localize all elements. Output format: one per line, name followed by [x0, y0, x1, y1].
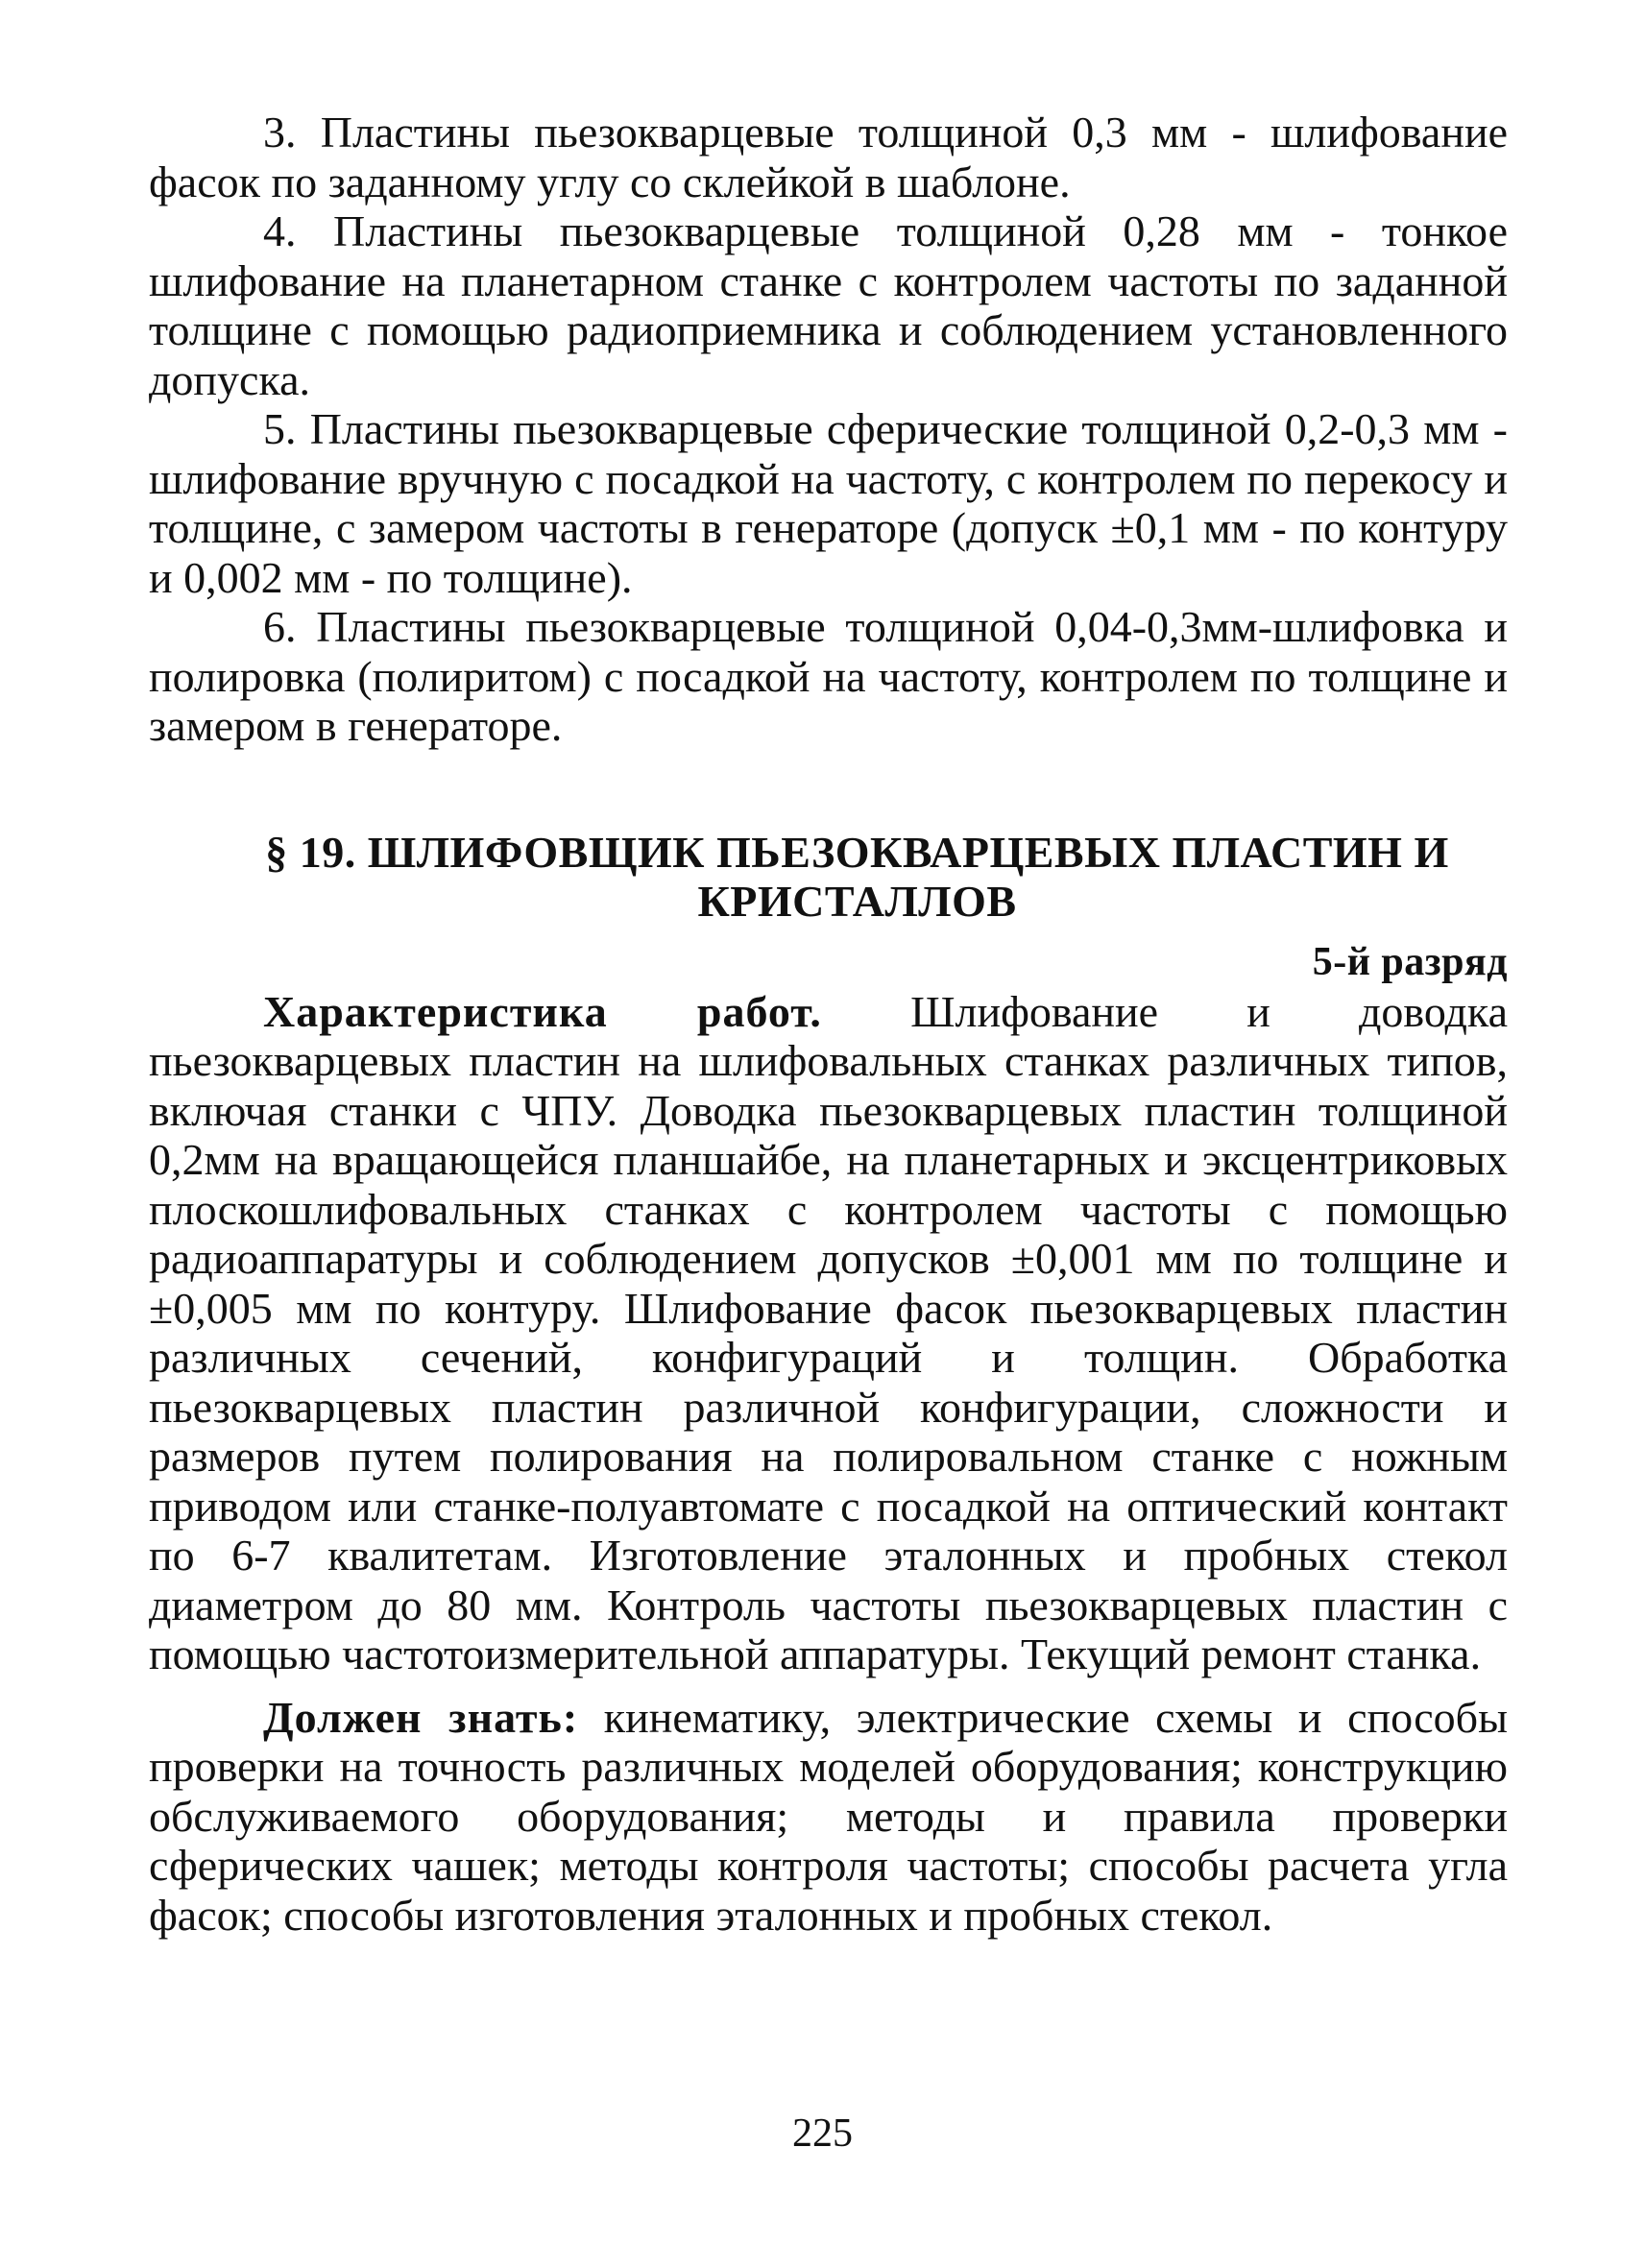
list-item: 5. Пластины пьезокварцевые сферические толщиной 0,2-0,3 мм - шлифование вручную с посадкой на частоту, с контролем по перекосу и толщине, с замером частоты в генераторе (допуск ±0,1 мм - по контуру и 0,002 мм - по толщине).: [149, 404, 1508, 602]
list-item: 4. Пластины пьезокварцевые толщиной 0,28 мм - тонкое шлифование на планетарном станке с контролем частоты по заданной толщине с помощью радиоприемника и соблюдением установленного допуска.: [149, 206, 1508, 404]
grade-label: 5-й разряд: [1312, 939, 1508, 984]
list-item: 6. Пластины пьезокварцевые толщиной 0,04-0,3мм-шлифовка и полировка (полиритом) с посадкой на частоту, контролем по толщине и замером в генераторе.: [149, 602, 1508, 750]
knowledge-label: Должен знать:: [263, 1692, 579, 1742]
characteristics-label: Характеристика работ.: [263, 986, 822, 1036]
knowledge-paragraph: [149, 1693, 1508, 1941]
list-item: 3. Пластины пьезокварцевые толщиной 0,3 мм - шлифование фасок по заданному углу со склейкой в шаблоне.: [149, 108, 1508, 206]
characteristics-text: Шлифование и доводка пьезокварцевых пластин на шлифовальных станках различных типов, включая станки с ЧПУ. Доводка пьезокварцевых пластин толщиной 0,2мм на вращающейся планшайбе, на планетарных и эксцентриковых плоскошлифовальных станках с контролем частоты с помощью радиоаппаратуры и соблюдением допусков ±0,001 мм по толщине и ±0,005 мм по контуру. Шлифование фасок пьезокварцевых пластин различных сечений, конфигураций и толщин. Обработка пьезокварцевых пластин различной конфигурации, сложности и размеров путем полирования на полировальном станке с ножным приводом или станке-полуавтомате с посадкой на оптический контакт по 6-7 квалитетам. Изготовление эталонных и пробных стекол диаметром до 80 мм. Контроль частоты пьезокварцевых пластин с помощью частотоизмерительной аппаратуры. Текущий ремонт станка.: [149, 986, 1508, 1678]
page-number: 225: [792, 2111, 853, 2156]
characteristics-paragraph: [149, 987, 1508, 1679]
knowledge-text: кинематику, электрические схемы и способы проверки на точность различных моделей оборудования; конструкцию обслуживаемого оборудования; методы и правила проверки сферических чашек; методы контроля частоты; способы расчета угла фасок; способы изготовления эталонных и пробных стекол.: [149, 1692, 1508, 1940]
document-page: [149, 108, 1508, 1940]
section-heading: § 19. ШЛИФОВЩИК ПЬЕЗОКВАРЦЕВЫХ ПЛАСТИН И КРИСТАЛЛОВ: [265, 827, 1449, 926]
